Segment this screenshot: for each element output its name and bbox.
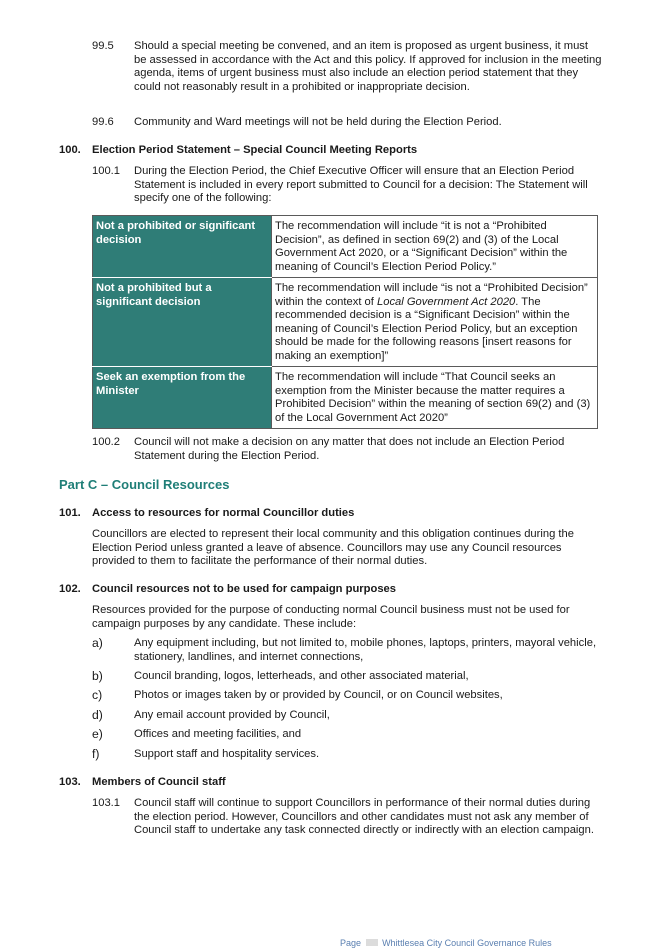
- list-marker: a): [92, 636, 103, 650]
- list-text: Any equipment including, but not limited to, mobile phones, laptops, printers, mayoral vehicle, stationery, landlines, and internet connections,: [134, 637, 597, 663]
- row-text: The recommendation will include “That Council seeks an exemption from the Minister because the matter requires a Prohibited Decision” within the meaning of section 69(2) and (3) of the Local Government Act 2020”: [272, 367, 598, 429]
- section-title: Election Period Statement – Special Council Meeting Reports: [92, 144, 418, 156]
- section-number: 102.: [59, 583, 81, 595]
- clause-number: 99.6: [92, 116, 114, 128]
- table-row: [93, 278, 598, 367]
- clause-103-1: [92, 797, 602, 838]
- table-row: [93, 367, 598, 429]
- footer-title: Whittlesea City Council Governance Rules: [382, 938, 552, 948]
- list-item: [92, 637, 602, 664]
- clause-text: Council staff will continue to support Councillors in performance of their normal duties during the election period. However, Councillors and other candidates must not ask any member of Council staff to undertake any task connected directly or indirectly with an election campaign.: [134, 797, 594, 837]
- section-number: 100.: [59, 144, 81, 156]
- clause-text: During the Election Period, the Chief Executive Officer will ensure that an Election Period Statement is included in every report submitted to Council for a decision: The Statement will specify one of the following:: [134, 165, 588, 205]
- list-item: [92, 748, 602, 762]
- row-label: Seek an exemption from the Minister: [93, 367, 272, 429]
- clause-99-6: [92, 116, 602, 130]
- clause-number: 100.2: [92, 436, 120, 448]
- row-label: Not a prohibited or significant decision: [93, 216, 272, 278]
- list-text: Council branding, logos, letterheads, and other associated material,: [134, 670, 469, 682]
- section-number: 101.: [59, 507, 81, 519]
- row-text: The recommendation will include “is not a “Prohibited Decision” within the context of Local Government Act 2020. The recommended decision is a “Significant Decision” within the meaning of Council’s Election Period Policy, but an exception should be made for the following reasons [insert reasons for making an exemption]”: [272, 278, 598, 367]
- list-marker: c): [92, 688, 103, 702]
- clause-text: Should a special meeting be convened, and an item is proposed as urgent business, it must be assessed in accordance with the Act and this policy. If approved for inclusion in the meeting agenda, items of urgent business must also include an election period statement that they could not reasonably result in a prohibited or inappropriate decision.: [134, 40, 602, 93]
- list-marker: f): [92, 747, 100, 761]
- clause-100-2: [92, 436, 602, 463]
- row-text: The recommendation will include “it is not a “Prohibited Decision”, as defined in section 69(2) and (3) of the Local Government Act 2020, or a “Significant Decision” within the meaning of Council’s Election Period Policy.”: [272, 216, 598, 278]
- clause-number: 99.5: [92, 40, 114, 52]
- section-title: Council resources not to be used for campaign purposes: [92, 583, 396, 595]
- list-item: [92, 709, 602, 723]
- list-marker: b): [92, 669, 103, 683]
- section-number: 103.: [59, 776, 81, 788]
- clause-100-1: [92, 165, 602, 206]
- clause-text: Community and Ward meetings will not be held during the Election Period.: [134, 116, 502, 128]
- list-text: Support staff and hospitality services.: [134, 748, 320, 760]
- page-footer: [340, 937, 552, 951]
- section-title: Members of Council staff: [92, 776, 226, 788]
- row-label: Not a prohibited but a significant decision: [93, 278, 272, 367]
- section-title: Access to resources for normal Councillor duties: [92, 507, 355, 519]
- section-101-text: Councillors are elected to represent their local community and this obligation continues during the Election Period unless granted a leave of absence. Councillors may use any Council resources provided to them to facilitate the performance of their normal duties.: [92, 528, 574, 568]
- list-text: Photos or images taken by or provided by Council, or on Council websites,: [134, 689, 503, 701]
- clause-number: 103.1: [92, 797, 120, 809]
- part-c-heading: Part C – Council Resources: [59, 477, 230, 492]
- clause-99-5: [92, 40, 602, 94]
- clause-number: 100.1: [92, 165, 120, 177]
- section-100-heading: [59, 144, 417, 158]
- list-text: Offices and meeting facilities, and: [134, 728, 302, 740]
- list-text: Any email account provided by Council,: [134, 709, 330, 721]
- section-103-heading: [59, 776, 226, 790]
- list-marker: e): [92, 727, 103, 741]
- section-101-heading: [59, 507, 354, 521]
- list-item: [92, 728, 602, 742]
- section-102-text: Resources provided for the purpose of conducting normal Council business must not be used for campaign purposes by any candidate. These include:: [92, 604, 570, 630]
- footer-page-label: Page: [340, 938, 362, 948]
- list-marker: d): [92, 708, 103, 722]
- election-period-statement-table: [92, 215, 598, 429]
- table-row: [93, 216, 598, 278]
- list-item: [92, 689, 602, 703]
- clause-text: Council will not make a decision on any matter that does not include an Election Period Statement during the Election Period.: [134, 436, 565, 462]
- list-item: [92, 670, 602, 684]
- section-102-heading: [59, 583, 396, 597]
